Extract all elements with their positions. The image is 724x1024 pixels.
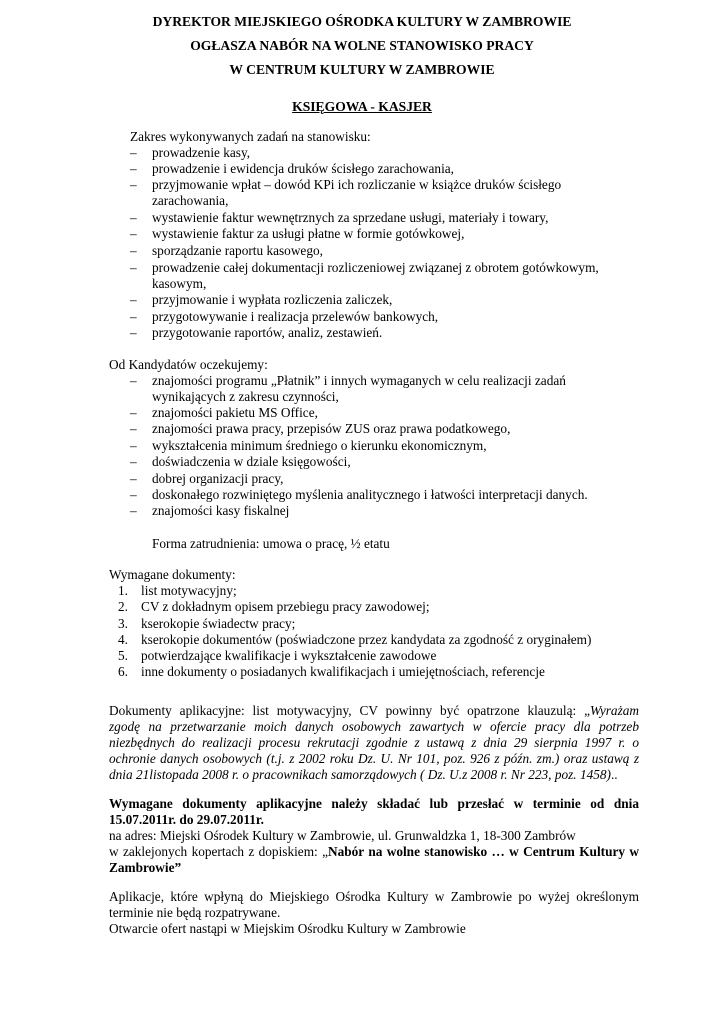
duties-heading: Zakres wykonywanych zadań na stanowisku: — [130, 129, 371, 144]
document-item: inne dokumenty o posiadanych kwalifikacjach i umiejętnościach, referencje — [141, 664, 545, 679]
list-number: 5. — [118, 648, 128, 663]
document-item: potwierdzające kwalifikacje i wykształcenie zawodowe — [141, 648, 437, 663]
requirement-item: doświadczenia w dziale księgowości, — [152, 454, 351, 469]
dash-bullet: – — [130, 177, 137, 192]
requirement-item: dobrej organizacji pracy, — [152, 471, 284, 486]
dash-bullet: – — [130, 405, 137, 420]
footer-line-3: Otwarcie ofert nastąpi w Miejskim Ośrodku Kultury w Zambrowie — [109, 921, 466, 936]
requirement-item: wykształcenia minimum średniego o kierunku ekonomicznym, — [152, 438, 487, 453]
envelope-note: w zaklejonych kopertach z dopiskiem: „Nabór na wolne stanowisko … w Centrum Kultury w — [109, 844, 639, 859]
duty-item: prowadzenie całej dokumentacji rozliczeniowej związanej z obrotem gotówkowym, — [152, 260, 599, 275]
envelope-note-continuation: Zambrowie” — [109, 860, 182, 875]
duty-item-continuation: zarachowania, — [152, 193, 229, 208]
header-line-2: OGŁASZA NABÓR NA WOLNE STANOWISKO PRACY — [190, 38, 534, 53]
dash-bullet: – — [130, 210, 137, 225]
dash-bullet: – — [130, 145, 137, 160]
duty-item: wystawienie faktur wewnętrznych za sprzedane usługi, materiały i towary, — [152, 210, 549, 225]
requirement-item-continuation: wynikających z zakresu czynności, — [152, 389, 339, 404]
document-item: list motywacyjny; — [141, 583, 237, 598]
dash-bullet: – — [130, 471, 137, 486]
dash-bullet: – — [130, 503, 137, 518]
deadline-dates: 15.07.2011r. do 29.07.2011r. — [109, 812, 264, 827]
requirements-heading: Od Kandydatów oczekujemy: — [109, 357, 268, 372]
position-title: KSIĘGOWA - KASJER — [292, 99, 432, 114]
dash-bullet: – — [130, 226, 137, 241]
dash-bullet: – — [130, 161, 137, 176]
header-line-3: W CENTRUM KULTURY W ZAMBROWIE — [229, 62, 495, 77]
requirement-item: znajomości kasy fiskalnej — [152, 503, 290, 518]
requirement-item: znajomości programu „Płatnik” i innych wymaganych w celu realizacji zadań — [152, 373, 566, 388]
header-line-1: DYREKTOR MIEJSKIEGO OŚRODKA KULTURY W ZAMBROWIE — [152, 14, 572, 29]
duty-item: prowadzenie kasy, — [152, 145, 251, 160]
deadline-line-1: Wymagane dokumenty aplikacyjne należy składać lub przesłać w terminie od dnia — [109, 796, 639, 811]
duty-item-continuation: kasowym, — [152, 276, 207, 291]
duty-item: wystawienie faktur za usługi płatne w formie gotówkowej, — [152, 226, 465, 241]
requirement-item: doskonałego rozwiniętego myślenia analitycznego i łatwości interpretacji danych. — [152, 487, 588, 502]
document-item: kserokopie świadectw pracy; — [141, 616, 296, 631]
submission-address: na adres: Miejski Ośrodek Kultury w Zambrowie, ul. Grunwaldzka 1, 18-300 Zambrów — [109, 828, 576, 843]
list-number: 6. — [118, 664, 128, 679]
clause-line-2: zgodę na przetwarzanie moich danych osobowych zawartych w ofercie pracy dla potrzeb — [109, 719, 639, 734]
clause-line-4: ochronie danych osobowych (t.j. z 2002 roku Dz. U. Nr 101, poz. 926 z późn. zm.) oraz ustawą z — [109, 751, 639, 766]
dash-bullet: – — [130, 421, 137, 436]
dash-bullet: – — [130, 243, 137, 258]
list-number: 2. — [118, 599, 128, 614]
duty-item: sporządzanie raportu kasowego, — [152, 243, 323, 258]
requirement-item: znajomości pakietu MS Office, — [152, 405, 318, 420]
footer-line-1: Aplikacje, które wpłyną do Miejskiego Ośrodka Kultury w Zambrowie po wyżej określonym — [109, 889, 639, 904]
list-number: 3. — [118, 616, 128, 631]
dash-bullet: – — [130, 454, 137, 469]
clause-line-3: niezbędnych do realizacji procesu rekrutacji zgodnie z ustawą z dnia 29 sierpnia 1997 r. o — [109, 735, 639, 750]
dash-bullet: – — [130, 325, 137, 340]
dash-bullet: – — [130, 373, 137, 388]
list-number: 1. — [118, 583, 128, 598]
duty-item: przygotowanie raportów, analiz, zestawień. — [152, 325, 383, 340]
clause-line-5: dnia 21listopada 2008 r. o pracownikach samorządowych ( Dz. U.z 2008 r. Nr 223, poz. 1458).. — [109, 767, 618, 782]
duty-item: przygotowywanie i realizacja przelewów bankowych, — [152, 309, 439, 324]
documents-heading: Wymagane dokumenty: — [109, 567, 236, 582]
requirement-item: znajomości prawa pracy, przepisów ZUS oraz prawa podatkowego, — [152, 421, 511, 436]
duty-item: przyjmowanie wpłat – dowód KPi ich rozliczanie w książce druków ścisłego — [152, 177, 562, 192]
duty-item: przyjmowanie i wypłata rozliczenia zaliczek, — [152, 292, 393, 307]
dash-bullet: – — [130, 487, 137, 502]
dash-bullet: – — [130, 438, 137, 453]
employment-form: Forma zatrudnienia: umowa o pracę, ½ etatu — [152, 536, 390, 551]
duty-item: prowadzenie i ewidencja druków ścisłego zarachowania, — [152, 161, 455, 176]
list-number: 4. — [118, 632, 128, 647]
document-item: kserokopie dokumentów (poświadczone przez kandydata za zgodność z oryginałem) — [141, 632, 592, 647]
clause-line-1: Dokumenty aplikacyjne: list motywacyjny, CV powinny być opatrzone klauzulą: „Wyrażam — [109, 703, 639, 718]
dash-bullet: – — [130, 292, 137, 307]
footer-line-2: terminie nie będą rozpatrywane. — [109, 905, 281, 920]
dash-bullet: – — [130, 260, 137, 275]
document-item: CV z dokładnym opisem przebiegu pracy zawodowej; — [141, 599, 430, 614]
dash-bullet: – — [130, 309, 137, 324]
